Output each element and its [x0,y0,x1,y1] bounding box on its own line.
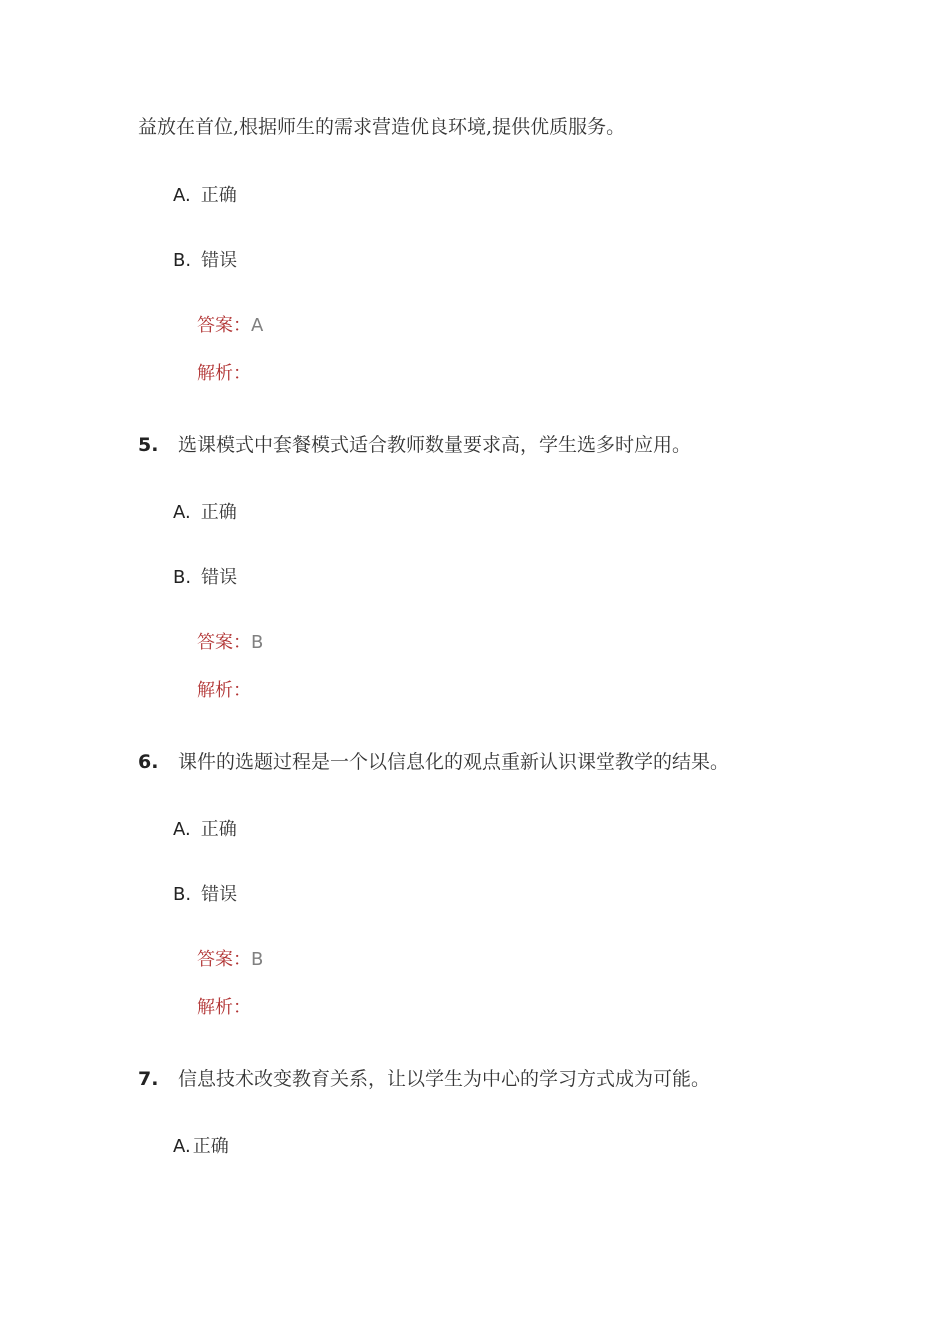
answer-label: 答案： [197,315,251,336]
option-text: 错误 [201,567,238,588]
option-letter: B. [173,250,192,271]
option-text: 正确 [192,1136,229,1157]
option-letter: B. [173,567,192,588]
question-continuation-text: 益放在首位,根据师生的需求营造优良环境,提供优质服务。 [138,116,626,138]
option-b[interactable] [173,247,237,275]
answer-label: 答案： [197,949,251,970]
option-letter: A. [173,819,191,840]
option-text: 正确 [200,185,237,206]
analysis-label: 解析： [197,680,251,701]
option-letter: A. [173,502,191,523]
analysis-label: 解析： [197,997,251,1018]
question-text: 课件的选题过程是一个以信息化的观点重新认识课堂教学的结果。 [178,751,730,773]
analysis-line [197,677,251,705]
option-text: 正确 [200,502,237,523]
answer-value: A [251,315,264,336]
answer-value: B [251,632,264,653]
question-text: 选课模式中套餐模式适合教师数量要求高，学生选多时应用。 [178,434,692,456]
option-a[interactable] [173,499,237,527]
analysis-label: 解析： [197,363,251,384]
option-b[interactable] [173,881,237,909]
answer-line [197,629,263,657]
option-a[interactable] [173,182,237,210]
analysis-line [197,360,251,388]
question-number: 6. [138,751,159,773]
option-a[interactable] [173,816,237,844]
question-number: 7. [138,1068,159,1090]
answer-line [197,946,263,974]
option-letter: A. [173,185,191,206]
option-b[interactable] [173,564,237,592]
analysis-line [197,994,251,1022]
option-letter: A. [173,1136,191,1157]
option-text: 错误 [201,884,238,905]
option-text: 正确 [200,819,237,840]
option-text: 错误 [201,250,238,271]
answer-label: 答案： [197,632,251,653]
answer-value: B [251,949,264,970]
question-text: 信息技术改变教育关系，让以学生为中心的学习方式成为可能。 [178,1068,711,1090]
question-number: 5. [138,434,159,456]
answer-line [197,312,263,340]
option-a[interactable] [173,1133,229,1161]
option-letter: B. [173,884,192,905]
